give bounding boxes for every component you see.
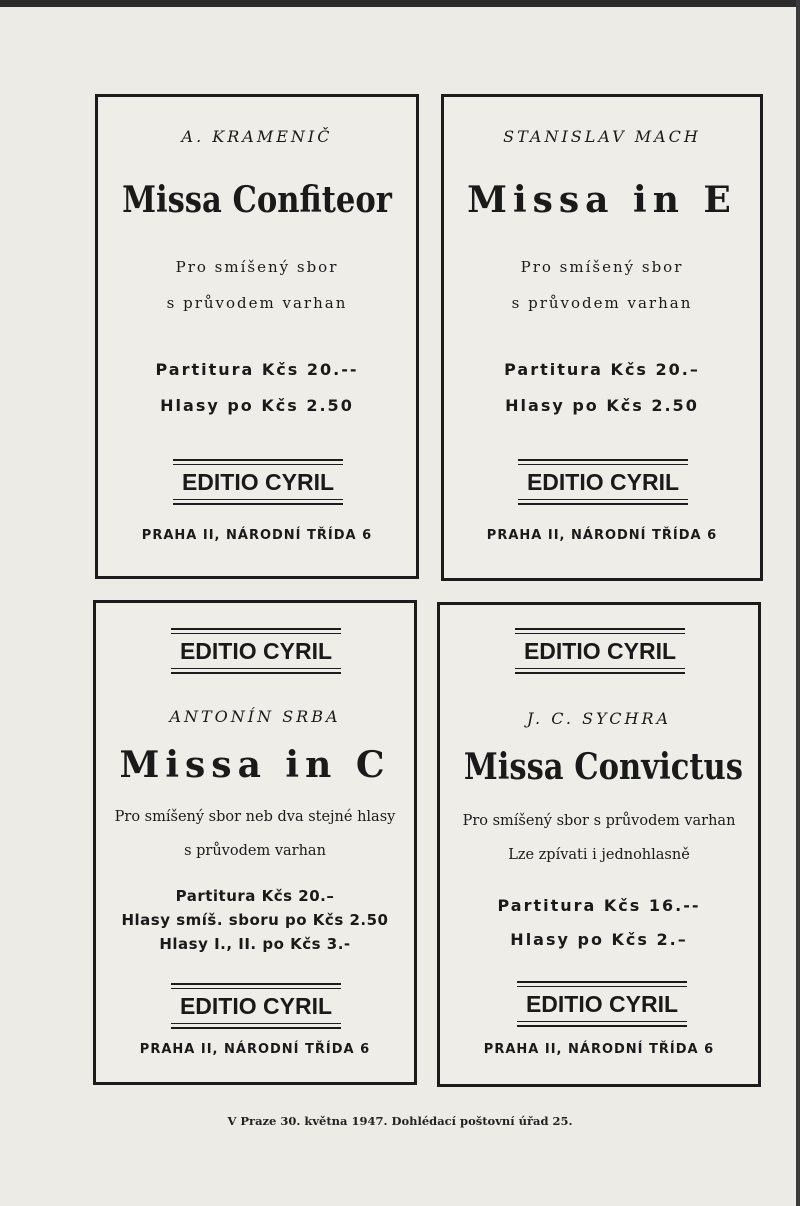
price-line: Partitura Kčs 16.--: [497, 896, 701, 915]
description-line: Pro smíšený sbor neb dva stejné hlasy: [114, 809, 396, 825]
price-line: Partitura Kčs 20.--: [155, 360, 359, 379]
composer-name: ANTONÍN SRBA: [169, 707, 341, 726]
description-line: s průvodem varhan: [166, 294, 348, 312]
publisher-name: EDITIO CYRIL: [179, 993, 333, 1019]
mass-title: Missa in E: [467, 179, 737, 221]
publisher-logo-top: [515, 628, 685, 674]
price-line: Hlasy po Kčs 2.–: [510, 930, 688, 949]
description-line: s průvodem varhan: [511, 294, 693, 312]
composer-name: STANISLAV MACH: [503, 127, 701, 146]
publisher-address: PRAHA II, NÁRODNÍ TŘÍDA 6: [483, 1042, 715, 1057]
advertisement-missa-confiteor: [95, 94, 419, 579]
publisher-name: EDITIO CYRIL: [526, 469, 680, 495]
description-line: Pro smíšený sbor: [520, 258, 684, 276]
publisher-address: PRAHA II, NÁRODNÍ TŘÍDA 6: [139, 1042, 371, 1057]
publisher-name: EDITIO CYRIL: [525, 991, 679, 1017]
publisher-logo: [517, 981, 687, 1027]
publisher-logo-top: [171, 628, 341, 674]
price-line: Partitura Kčs 20.–: [175, 887, 335, 905]
imprint-footer: V Praze 30. května 1947. Dohlédací poštovní úřad 25.: [227, 1114, 573, 1128]
publisher-logo: [173, 459, 343, 505]
price-line: Hlasy smíš. sboru po Kčs 2.50: [121, 911, 389, 929]
mass-title: Missa in C: [119, 744, 391, 786]
composer-name: J. C. SYCHRA: [526, 709, 672, 728]
advertisement-missa-in-e: [441, 94, 763, 581]
price-line: Partitura Kčs 20.–: [504, 360, 700, 379]
publisher-name-top: EDITIO CYRIL: [523, 638, 677, 664]
advertisement-missa-convictus: [437, 602, 761, 1087]
page-right-edge: [796, 0, 800, 1206]
description-line: Pro smíšený sbor s průvodem varhan: [462, 813, 736, 829]
publisher-name: EDITIO CYRIL: [181, 469, 335, 495]
publisher-name-top: EDITIO CYRIL: [179, 638, 333, 664]
publisher-logo: [518, 459, 688, 505]
publisher-address: PRAHA II, NÁRODNÍ TŘÍDA 6: [141, 528, 373, 543]
composer-name: A. KRAMENIČ: [181, 127, 333, 146]
publisher-address: PRAHA II, NÁRODNÍ TŘÍDA 6: [486, 528, 718, 543]
mass-title: Missa Confiteor: [122, 179, 392, 221]
price-line: Hlasy po Kčs 2.50: [505, 396, 699, 415]
page-top-edge: [0, 0, 800, 7]
description-line: s průvodem varhan: [184, 843, 326, 859]
mass-title: Missa Convictus: [463, 746, 743, 788]
publisher-logo: [171, 983, 341, 1029]
price-line: Hlasy po Kčs 2.50: [160, 396, 354, 415]
description-line: Lze zpívati i jednohlasně: [508, 847, 690, 863]
description-line: Pro smíšený sbor: [175, 258, 339, 276]
price-line: Hlasy I., II. po Kčs 3.-: [159, 935, 351, 953]
advertisement-missa-in-c: [93, 600, 417, 1085]
